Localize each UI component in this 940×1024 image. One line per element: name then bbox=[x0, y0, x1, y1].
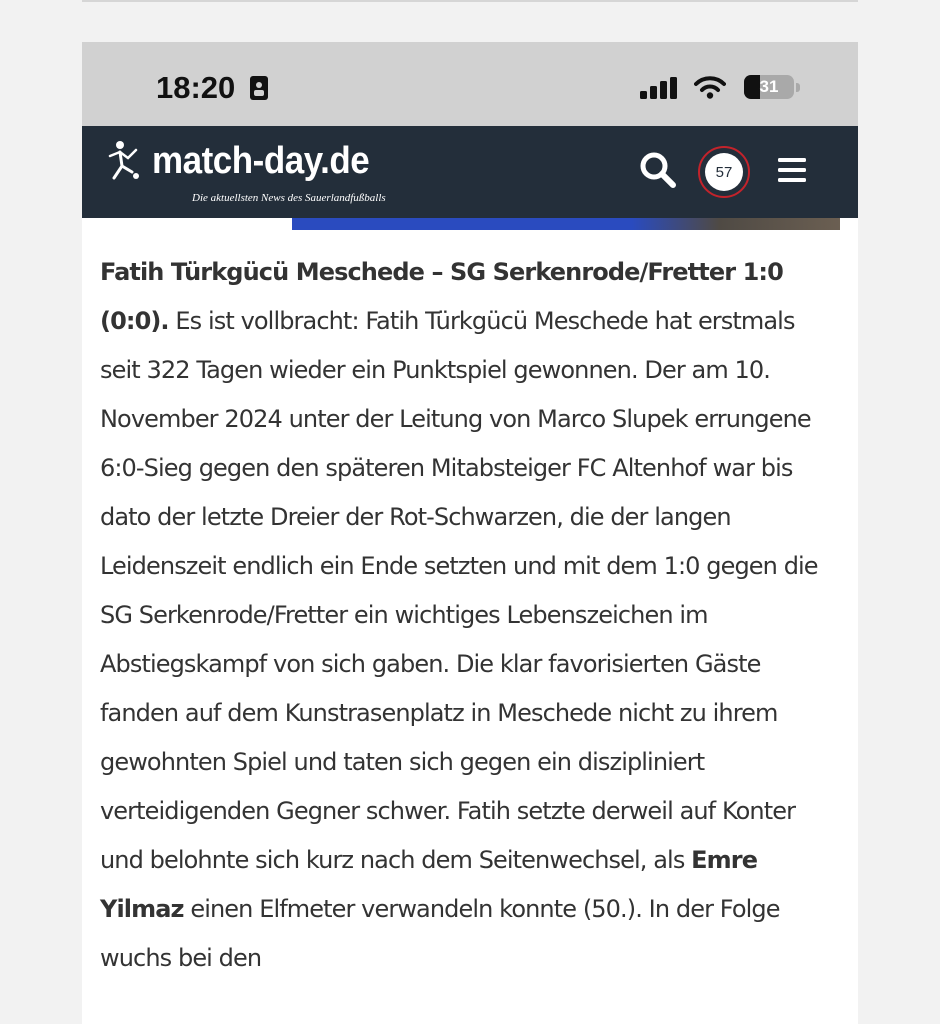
article-headline: Fatih Türkgücü Meschede – SG Serkenrode/Fretter 1:0 (0:0). bbox=[100, 258, 783, 335]
search-icon[interactable] bbox=[638, 150, 678, 190]
player-name: Emre Yilmaz bbox=[100, 846, 758, 923]
status-time: 18:20 bbox=[156, 70, 236, 105]
battery-nub bbox=[796, 83, 800, 92]
site-header bbox=[82, 126, 858, 218]
site-tagline: Die aktuellsten News des Sauerlandfußballs bbox=[192, 192, 386, 204]
hamburger-menu-icon[interactable] bbox=[778, 158, 806, 182]
battery-icon bbox=[744, 75, 794, 99]
article-text: Es ist vollbracht: Fatih Türkgücü Meschede hat erstmals seit 322 Tagen wieder ein Punktspiel gewonnen. Der am 10. November 2024 unter der Leitung von Marco Slupek errungene 6:0-Sieg gegen den späteren Mitabsteiger FC Altenhof war bis dato der letzte Dreier der Rot-Schwarzen, die der langen Leidenszeit endlich ein Ende setzten und mit dem 1:0 gegen die SG Serkenrode/Fretter ein wichtiges Lebenszeichen im Abstiegskampf von sich gaben. Die klar favorisierten Gäste fanden auf dem Kunstrasenplatz in Meschede nicht zu ihrem gewohnten Spiel und taten sich gegen ein diszipliniert verteidigenden Gegner schwer. Fatih setzte derweil auf Konter und belohnte sich kurz nach dem Seitenwechsel, als bbox=[100, 307, 818, 874]
phone-screen bbox=[82, 42, 858, 1024]
top-divider bbox=[82, 0, 858, 2]
site-logo[interactable]: match-day.de bbox=[152, 140, 370, 182]
status-bar bbox=[82, 42, 858, 126]
runner-logo-icon[interactable] bbox=[106, 140, 142, 182]
wifi-icon bbox=[694, 75, 726, 99]
article-text-continued: einen Elfmeter verwandeln konnte (50.). In der Folge wuchs bei den bbox=[100, 895, 780, 972]
notification-counter-button[interactable] bbox=[698, 146, 750, 198]
id-card-icon bbox=[250, 76, 268, 100]
cellular-signal-icon bbox=[640, 77, 680, 99]
battery-level: 31 bbox=[759, 77, 779, 96]
notification-count: 57 bbox=[705, 153, 743, 191]
article-body bbox=[100, 248, 840, 983]
